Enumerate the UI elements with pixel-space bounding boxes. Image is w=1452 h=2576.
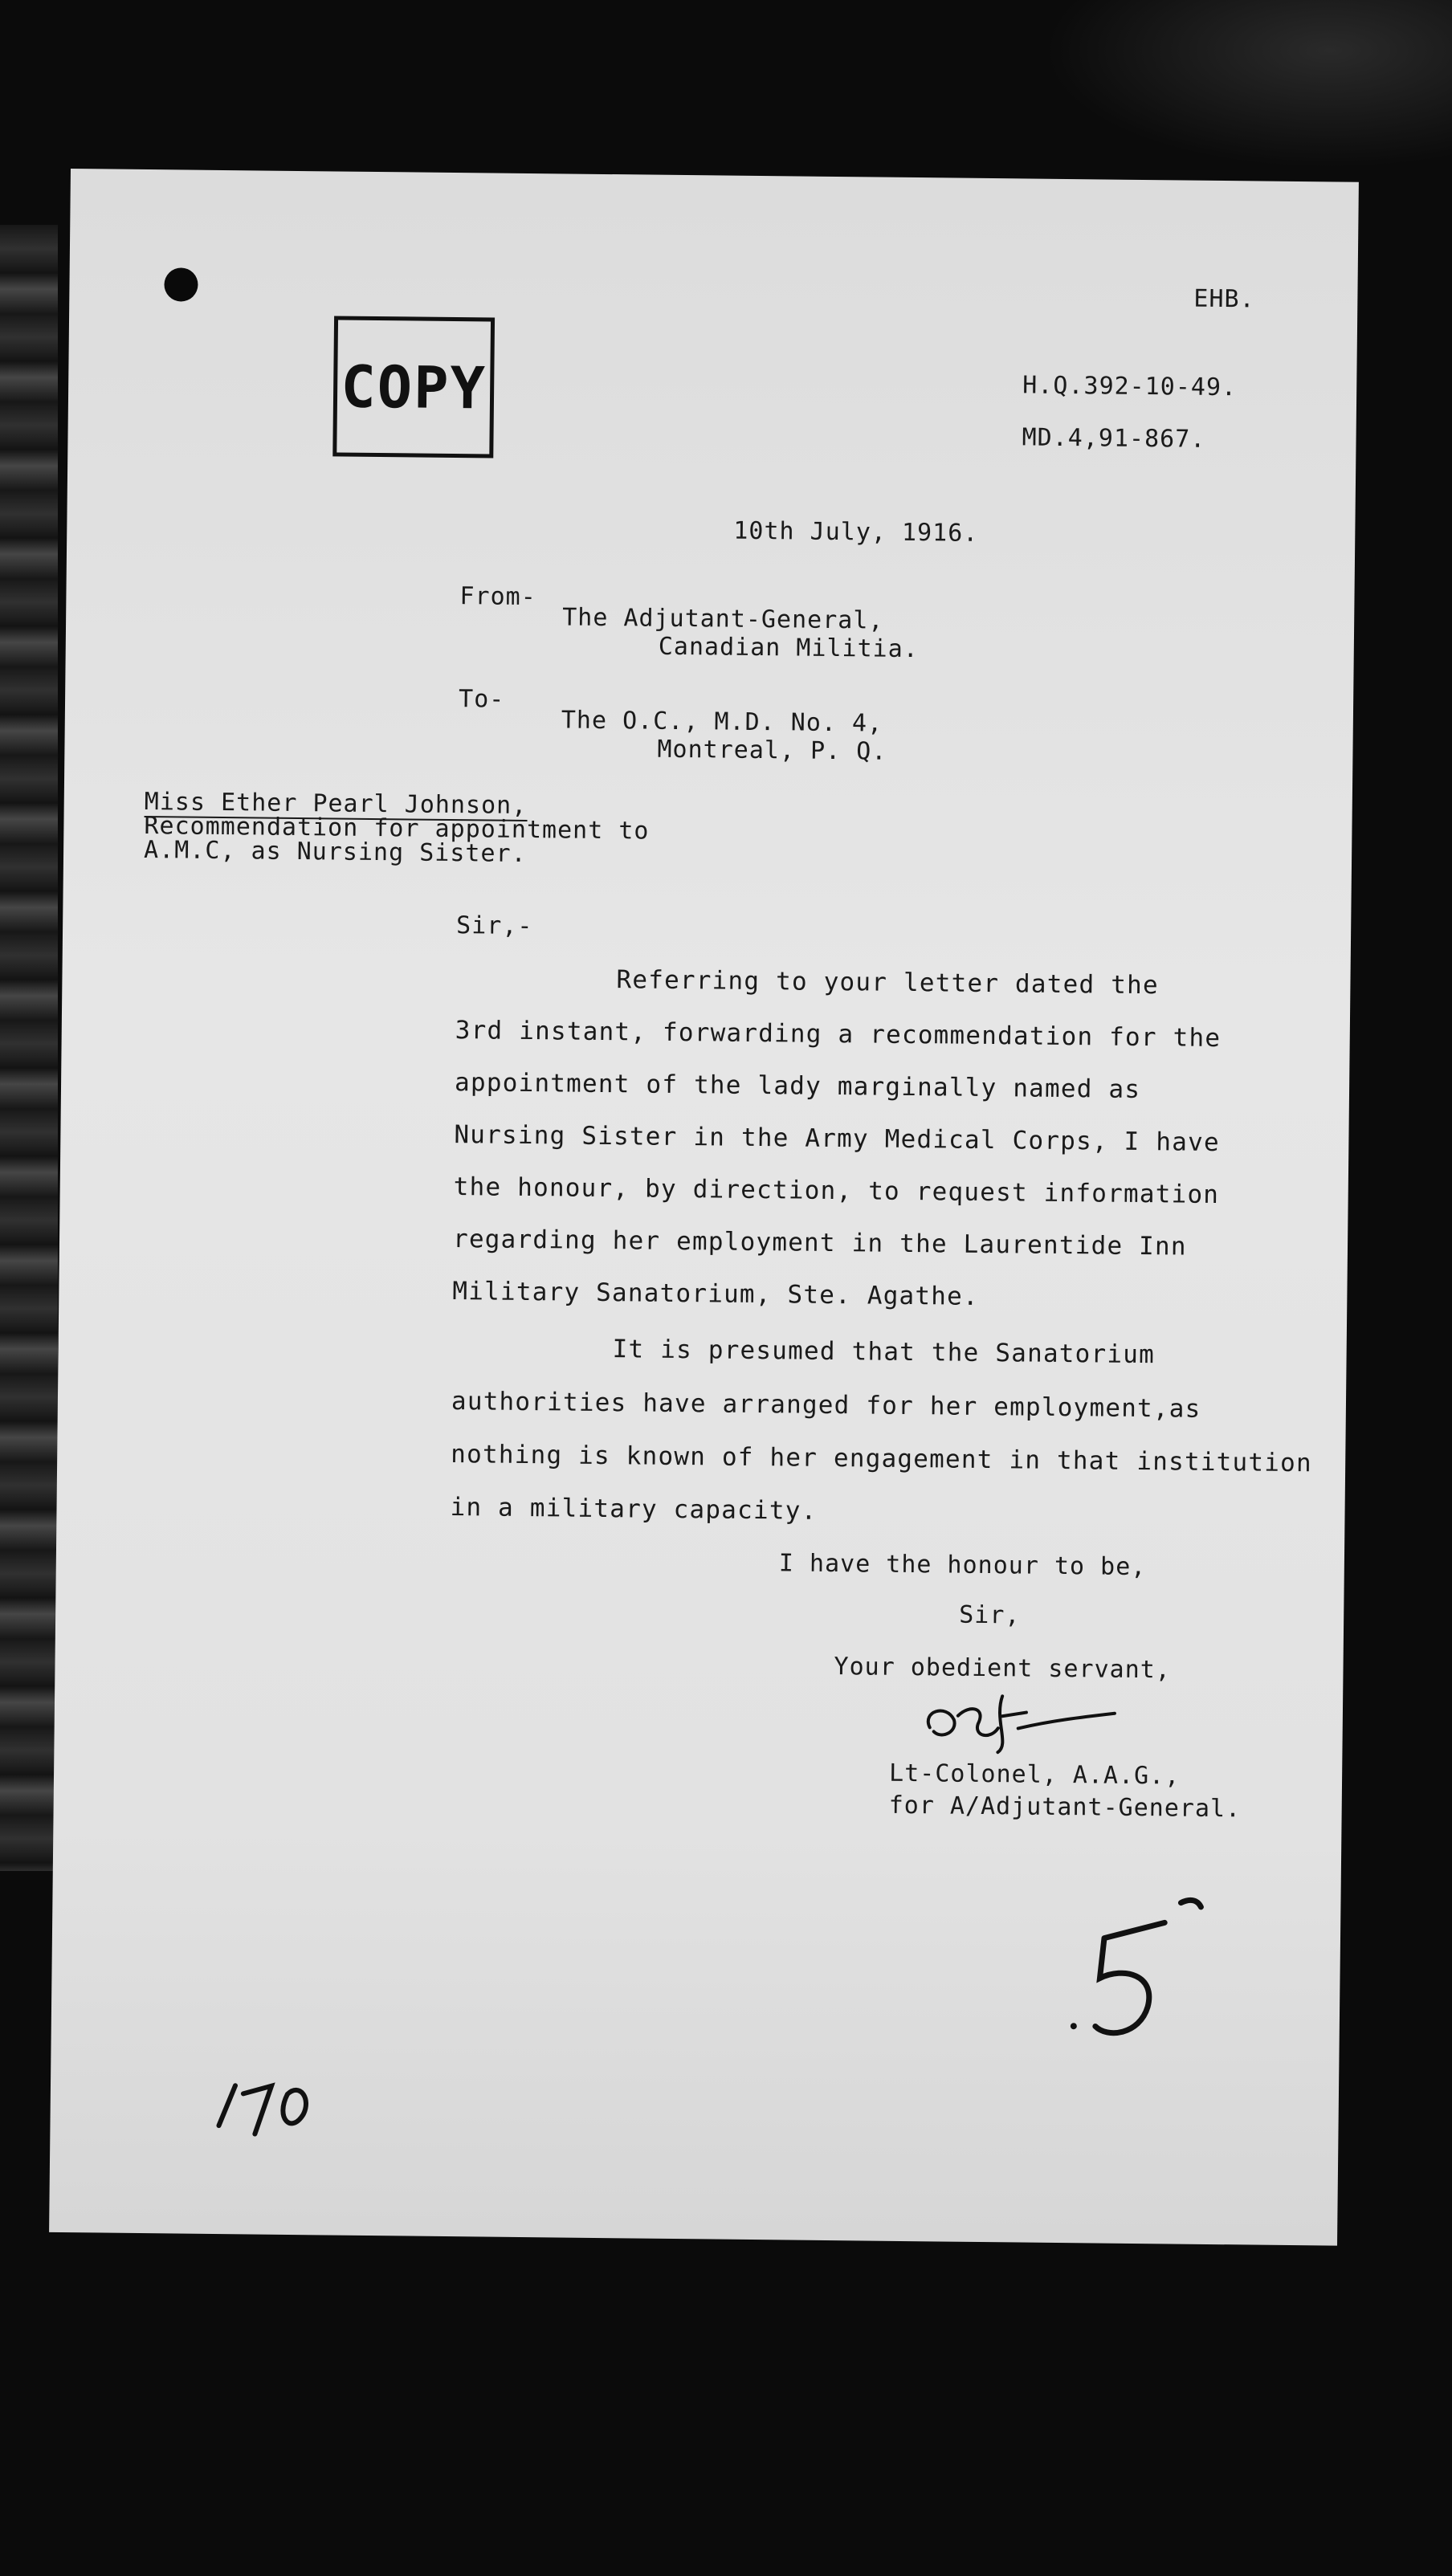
body-paragraph-2-line: authorities have arranged for her employment,as [451, 1387, 1201, 1424]
body-paragraph-1-line: regarding her employment in the Laurentide Inn [452, 1225, 1187, 1262]
body-paragraph-1-line: 3rd instant, forwarding a recommendation for the [455, 1016, 1222, 1054]
to-line-1: The O.C., M.D. No. 4, [561, 706, 883, 738]
signer-rank: Lt-Colonel, A.A.G., [888, 1759, 1181, 1791]
typist-initials: EHB. [1193, 284, 1255, 314]
subject-line-2: Recommendation for appointment to [144, 812, 650, 846]
body-paragraph-2-line: It is presumed that the Sanatorium [612, 1335, 1156, 1370]
subject-line-3: A.M.C, as Nursing Sister. [143, 836, 527, 868]
letter-date: 10th July, 1916. [733, 516, 979, 548]
from-line-2: Canadian Militia. [658, 632, 920, 664]
body-paragraph-1-line: Military Sanatorium, Ste. Agathe. [452, 1277, 980, 1311]
closing-honour: I have the honour to be, [778, 1549, 1147, 1582]
handwritten-page-mark-5 [1067, 1889, 1205, 2044]
letter-sheet [49, 169, 1359, 2246]
body-paragraph-2-line: nothing is known of her engagement in that institution [451, 1440, 1313, 1478]
film-background-top [1044, 0, 1452, 169]
body-paragraph-1-line: Referring to your letter dated the [616, 965, 1159, 1001]
copy-stamp-text: COPY [341, 353, 487, 422]
body-paragraph-1-line: the honour, by direction, to request information [453, 1172, 1220, 1210]
from-line-1: The Adjutant-General, [561, 603, 884, 635]
closing-sir: Sir, [959, 1600, 1021, 1630]
from-label: From- [459, 582, 536, 612]
body-paragraph-1-line: Nursing Sister in the Army Medical Corps, I have [454, 1120, 1221, 1158]
copy-stamp [332, 316, 495, 458]
handwritten-signature [913, 1671, 1123, 1762]
body-paragraph-1-line: appointment of the lady marginally named as [454, 1068, 1141, 1105]
subject-name: Miss Ether Pearl Johnson, [144, 788, 528, 820]
signer-on-behalf: for A/Adjutant-General. [888, 1791, 1242, 1824]
handwritten-frame-number-170 [210, 2061, 340, 2143]
film-edge-strip [0, 225, 58, 1871]
punch-hole [164, 267, 198, 301]
file-reference-hq: H.Q.392-10-49. [1022, 371, 1238, 402]
closing-servant: Your obedient servant, [834, 1653, 1172, 1685]
body-paragraph-2-line: in a military capacity. [450, 1493, 818, 1526]
to-line-2: Montreal, P. Q. [657, 735, 887, 766]
file-reference-md: MD.4,91-867. [1022, 423, 1206, 454]
salutation: Sir,- [455, 911, 533, 941]
to-label: To- [458, 685, 505, 714]
